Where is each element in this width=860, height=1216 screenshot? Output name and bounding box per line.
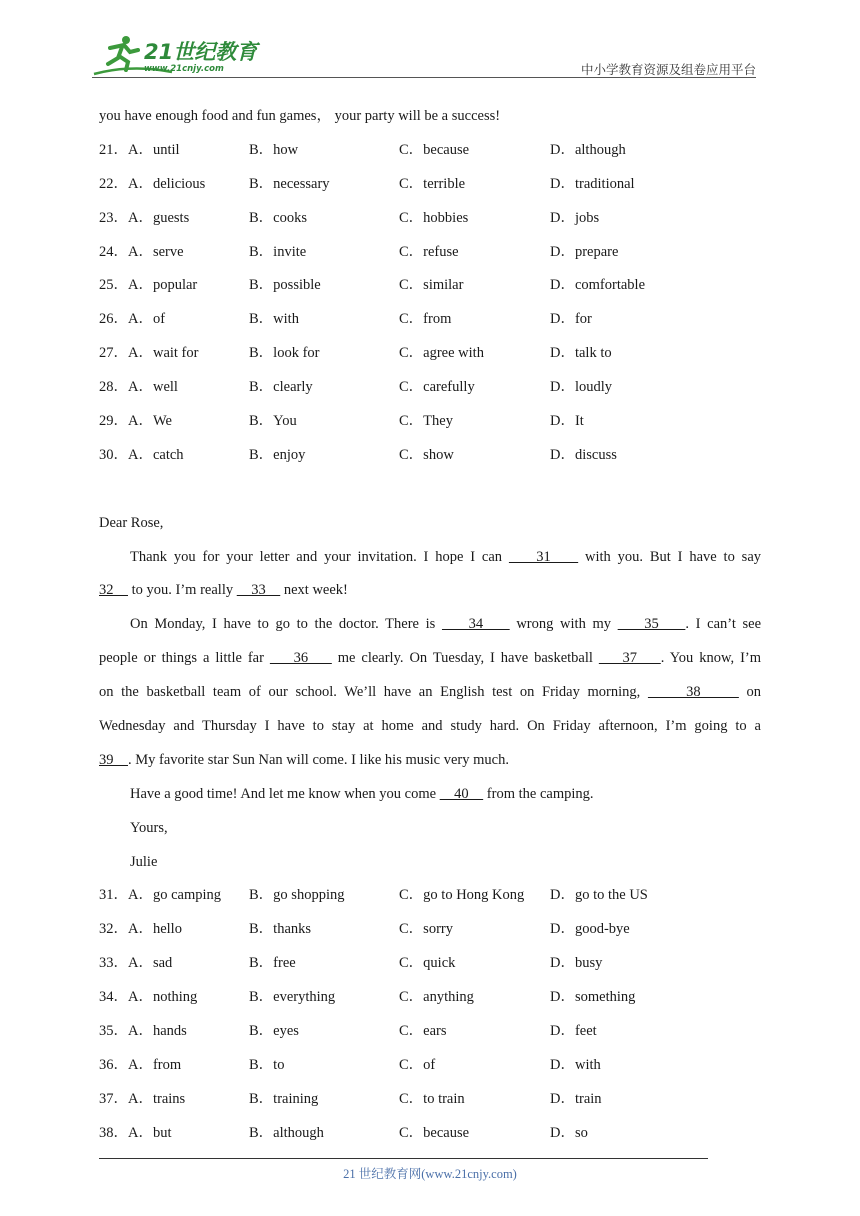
text: on the basketball team of our school. We’ll have an English test on Friday morning, — [99, 684, 648, 701]
option-b: B．free — [249, 955, 296, 972]
option-c: C．go to Hong Kong — [399, 887, 525, 904]
option-d: D．although — [550, 141, 626, 158]
question-row — [99, 917, 761, 951]
option-text: A．popular — [128, 277, 198, 294]
question-number: 24． — [99, 243, 128, 260]
option-a — [99, 172, 205, 196]
option-b: B．eyes — [249, 1023, 299, 1040]
option-b: B．invite — [249, 243, 307, 260]
letter-signature: Julie — [130, 853, 158, 870]
question-list-31-38 — [99, 883, 761, 1154]
option-c: C．quick — [399, 955, 456, 972]
option-a — [99, 1053, 181, 1077]
question-number: 34． — [99, 989, 128, 1006]
option-c: C．sorry — [399, 921, 453, 938]
question-number: 21． — [99, 141, 128, 158]
document-body — [99, 104, 761, 1155]
question-number: 30． — [99, 446, 128, 463]
blank-34: 34 — [441, 616, 510, 633]
text: Thank you for your letter and your invitation. I hope I can — [130, 548, 509, 565]
letter-greeting: Dear Rose, — [99, 514, 164, 531]
option-b: B．training — [249, 1090, 319, 1107]
blank-32: 32 — [99, 582, 128, 599]
option-c: C．terrible — [399, 175, 466, 192]
text: On Monday, I have to go to the doctor. There is — [130, 616, 442, 633]
option-text: A．We — [128, 413, 172, 430]
option-c: C．carefully — [399, 379, 475, 396]
letter-closing: Yours, — [130, 819, 168, 836]
text: . I can’t see — [685, 616, 762, 633]
option-d: D．loudly — [550, 379, 613, 396]
option-d: D．jobs — [550, 209, 600, 226]
question-row — [99, 1087, 761, 1121]
option-c: C．They — [399, 413, 453, 430]
option-d: D．comfortable — [550, 277, 646, 294]
question-row — [99, 240, 761, 274]
question-row — [99, 1053, 761, 1087]
option-c: C．show — [399, 446, 454, 463]
option-a — [99, 951, 172, 975]
header-platform-text: 中小学教育资源及组卷应用平台 — [580, 62, 756, 77]
option-a — [99, 985, 197, 1009]
option-b: B．enjoy — [249, 446, 306, 463]
letter-p1-line2 — [99, 578, 761, 612]
option-a — [99, 1019, 187, 1043]
option-a — [99, 1121, 172, 1145]
question-number: 31． — [99, 887, 128, 904]
question-number: 37． — [99, 1090, 128, 1107]
question-number: 25． — [99, 277, 128, 294]
blank-35: 35 — [617, 616, 686, 633]
option-text: A．hello — [128, 921, 182, 938]
text: next week! — [280, 582, 348, 599]
option-c: C．because — [399, 1124, 470, 1141]
intro-line: you have enough food and fun games， your party will be a success! — [99, 108, 501, 124]
text: wrong with my — [509, 616, 618, 633]
footer-divider — [99, 1158, 708, 1159]
option-b: B．necessary — [249, 175, 330, 192]
letter-p2-line5 — [99, 748, 761, 782]
page-header — [0, 0, 860, 80]
text: . My favorite star Sun Nan will come. I like his music very much. — [128, 751, 509, 768]
option-d: D．traditional — [550, 175, 635, 192]
letter-p2-line1 — [99, 612, 761, 646]
option-b: B．thanks — [249, 921, 312, 938]
question-row — [99, 273, 761, 307]
option-d: D．good-bye — [550, 921, 630, 938]
option-text: A．from — [128, 1056, 182, 1073]
option-c: C．ears — [399, 1023, 447, 1040]
option-c: C．anything — [399, 989, 474, 1006]
question-number: 33． — [99, 955, 128, 972]
question-number: 23． — [99, 209, 128, 226]
logo-text: 21世纪教育 — [144, 40, 258, 64]
option-c: C．from — [399, 311, 452, 328]
letter-p1-line1 — [99, 545, 761, 579]
letter-p2-line3 — [99, 680, 761, 714]
text: Have a good time! And let me know when you come — [130, 785, 440, 802]
text: . You know, I’m — [660, 650, 762, 667]
option-b: B．go shopping — [249, 887, 345, 904]
option-a — [99, 917, 182, 941]
header-divider — [92, 77, 756, 78]
letter-p2-line4: Wednesday and Thursday I have to stay at home and study hard. On Friday afternoon, I’m going to a — [99, 718, 761, 735]
option-a — [99, 409, 172, 433]
question-number: 22． — [99, 175, 128, 192]
option-text: A．sad — [128, 955, 173, 972]
option-text: A．of — [128, 311, 166, 328]
question-number: 35． — [99, 1023, 128, 1040]
option-a — [99, 1087, 185, 1111]
option-text: A．well — [128, 379, 178, 396]
blank-31: 31 — [508, 548, 579, 565]
question-row — [99, 951, 761, 985]
question-row — [99, 307, 761, 341]
blank-36: 36 — [269, 650, 332, 667]
question-row — [99, 1121, 761, 1155]
question-row — [99, 883, 761, 917]
blank-37: 37 — [598, 650, 661, 667]
option-b: B．although — [249, 1124, 324, 1141]
site-logo — [92, 34, 262, 78]
option-text: A．go camping — [128, 887, 222, 904]
option-text: A．wait for — [128, 345, 199, 362]
option-a — [99, 883, 221, 907]
option-b: B．everything — [249, 989, 336, 1006]
text: to you. I’m really — [128, 582, 237, 599]
question-row — [99, 985, 761, 1019]
option-text: A．hands — [128, 1023, 187, 1040]
option-a — [99, 375, 178, 399]
question-number: 26． — [99, 311, 128, 328]
logo-url: www.21cnjy.com — [144, 64, 224, 74]
option-d: D．busy — [550, 955, 603, 972]
option-text: A．but — [128, 1124, 172, 1141]
option-a — [99, 273, 197, 297]
text: me clearly. On Tuesday, I have basketball — [331, 650, 599, 667]
option-a — [99, 307, 165, 331]
question-row — [99, 138, 761, 172]
option-c: C．similar — [399, 277, 464, 294]
option-c: C．to train — [399, 1090, 465, 1107]
option-a — [99, 341, 198, 365]
option-b: B．possible — [249, 277, 321, 294]
blank-39: 39 — [99, 751, 128, 768]
option-text: A．serve — [128, 243, 184, 260]
option-c: C．agree with — [399, 345, 484, 362]
question-row — [99, 409, 761, 443]
option-d: D．for — [550, 311, 592, 328]
text: on — [738, 684, 762, 701]
question-row — [99, 206, 761, 240]
option-c: C．refuse — [399, 243, 459, 260]
footer-site-text: 21 世纪教育网(www.21cnjy.com) — [343, 1167, 517, 1181]
question-row — [99, 375, 761, 409]
question-number: 36． — [99, 1056, 128, 1073]
option-d: D．something — [550, 989, 636, 1006]
question-number: 38． — [99, 1124, 128, 1141]
text: with you. But I have to say — [578, 548, 762, 565]
text: from the camping. — [483, 785, 594, 802]
option-a — [99, 240, 184, 264]
question-number: 29． — [99, 413, 128, 430]
blank-38: 38 — [647, 684, 739, 701]
option-b: B．to — [249, 1056, 285, 1073]
letter-p2-line2 — [99, 646, 761, 680]
option-d: D．It — [550, 413, 584, 430]
option-d: D．talk to — [550, 345, 612, 362]
option-text: A．until — [128, 141, 180, 158]
option-b: B．look for — [249, 345, 320, 362]
option-d: D．go to the US — [550, 887, 648, 904]
option-d: D．with — [550, 1056, 601, 1073]
question-number: 28． — [99, 379, 128, 396]
option-text: A．guests — [128, 209, 190, 226]
blank-33: 33 — [236, 582, 281, 599]
option-d: D．discuss — [550, 446, 617, 463]
question-row — [99, 443, 761, 477]
option-c: C．because — [399, 141, 470, 158]
question-row — [99, 172, 761, 206]
option-text: A．catch — [128, 446, 184, 463]
question-list-21-30 — [99, 138, 761, 477]
option-c: C．of — [399, 1056, 436, 1073]
question-number: 32． — [99, 921, 128, 938]
option-b: B．You — [249, 413, 297, 430]
option-d: D．prepare — [550, 243, 619, 260]
spacer — [99, 477, 761, 511]
option-text: A．trains — [128, 1090, 186, 1107]
option-a — [99, 138, 180, 162]
option-d: D．train — [550, 1090, 602, 1107]
text: people or things a little far — [99, 650, 270, 667]
option-c: C．hobbies — [399, 209, 469, 226]
option-b: B．how — [249, 141, 299, 158]
blank-40: 40 — [439, 785, 484, 802]
option-a — [99, 206, 189, 230]
option-text: A．delicious — [128, 175, 206, 192]
option-b: B．cooks — [249, 209, 307, 226]
letter-p3 — [99, 782, 761, 816]
option-text: A．nothing — [128, 989, 198, 1006]
option-a — [99, 443, 184, 467]
question-number: 27． — [99, 345, 128, 362]
option-b: B．with — [249, 311, 299, 328]
option-d: D．feet — [550, 1023, 597, 1040]
option-b: B．clearly — [249, 379, 313, 396]
question-row — [99, 341, 761, 375]
question-row — [99, 1019, 761, 1053]
option-d: D．so — [550, 1124, 588, 1141]
